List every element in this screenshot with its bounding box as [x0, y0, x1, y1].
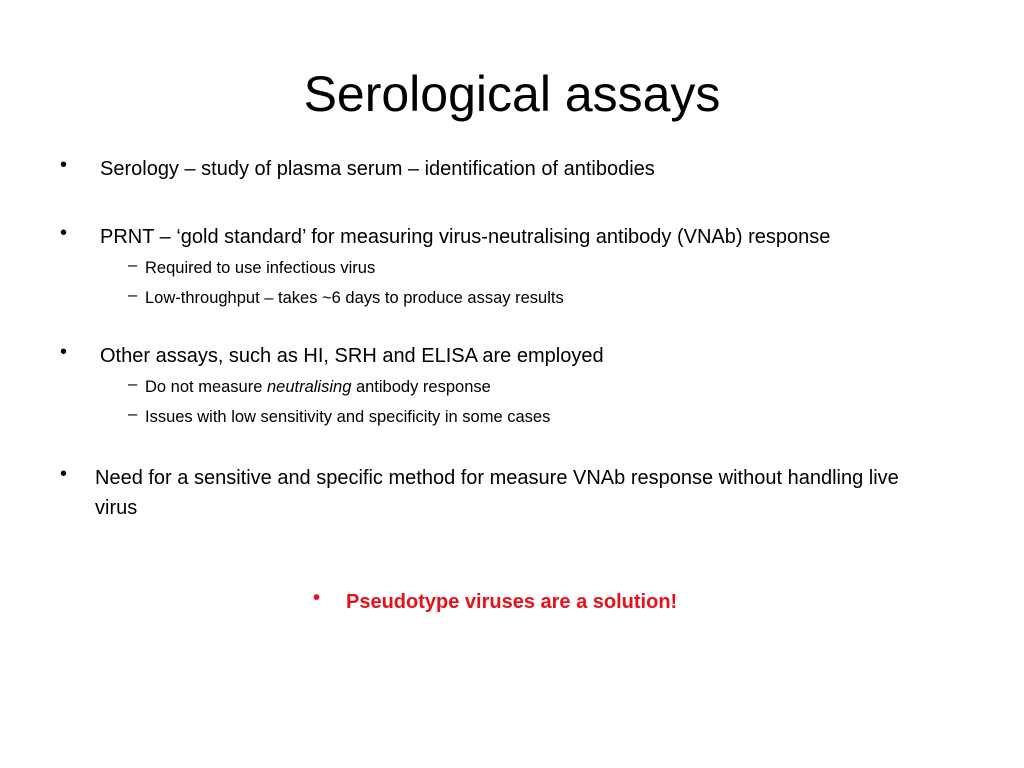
dash-icon: –: [128, 286, 138, 304]
sub-bullet-low-throughput: Low-throughput – takes ~6 days to produce assay results: [145, 289, 564, 307]
bullet-icon: •: [60, 341, 68, 363]
dash-icon: –: [128, 375, 138, 393]
sub-text-before: Do not measure: [145, 378, 267, 396]
bullet-other-assays: Other assays, such as HI, SRH and ELISA are employed: [100, 345, 604, 367]
bullet-need-method: Need for a sensitive and specific method for measure VNAb response without handling live virus: [95, 467, 899, 519]
bullet-icon: •: [60, 222, 68, 244]
sub-text-italic: neutralising: [266, 378, 352, 396]
bullet-prnt: PRNT – ‘gold standard’ for measuring virus-neutralising antibody (VNAb) response: [100, 226, 831, 248]
callout-solution: Pseudotype viruses are a solution!: [346, 591, 678, 613]
bullet-icon: •: [313, 587, 321, 609]
slide-title: Serological assays: [303, 66, 721, 122]
dash-icon: –: [128, 256, 138, 274]
bullet-serology: Serology – study of plasma serum – identification of antibodies: [100, 158, 655, 180]
sub-bullet-neutralising: [145, 375, 491, 399]
dash-icon: –: [128, 405, 138, 423]
sub-text-after: antibody response: [351, 378, 491, 396]
sub-bullet-infectious-virus: Required to use infectious virus: [145, 259, 376, 277]
sub-bullet-sensitivity: Issues with low sensitivity and specificity in some cases: [145, 408, 551, 426]
bullet-icon: •: [60, 463, 68, 485]
bullet-icon: •: [60, 154, 68, 176]
